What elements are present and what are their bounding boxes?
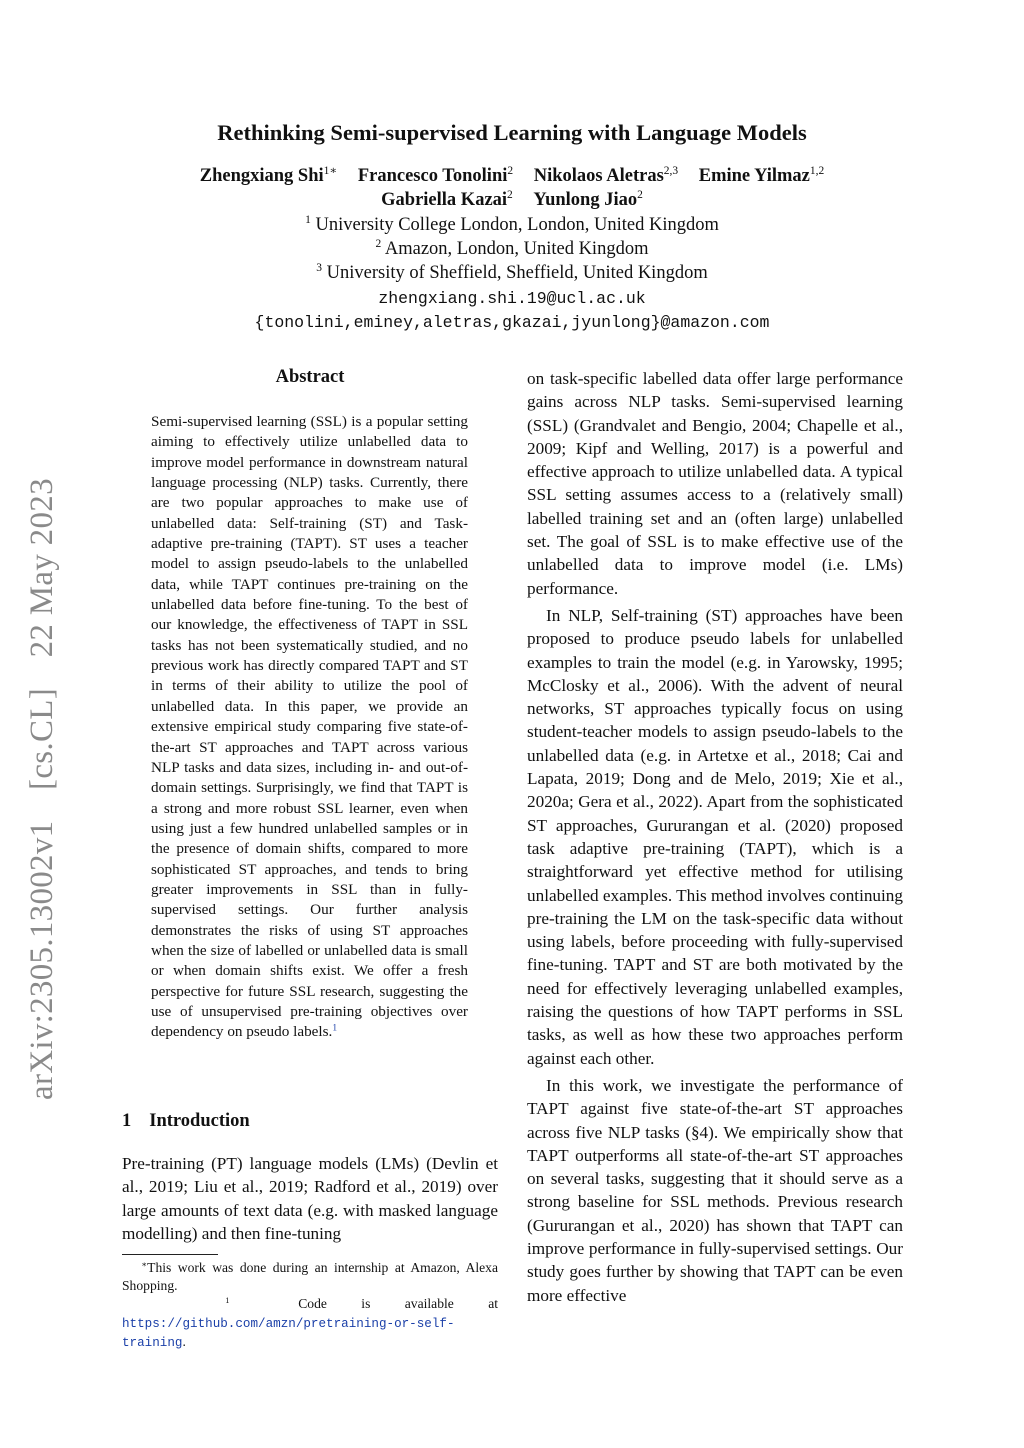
abstract-text: Semi-supervised learning (SSL) is a popular setting aiming to effectively utilize unlabelled data to improve model performance in downstream natural language processing (NLP) tasks. Currently, there are two popular approaches to make use of unlabelled data: Self-training (ST) and Task-adaptive pre-training (TAPT). ST uses a teacher model to assign pseudo-labels to the unlabelled data, while TAPT continues pre-training on the unlabelled data before fine-tuning. To the best of our knowledge, the effectiveness of TAPT in SSL tasks has not been systematically studied, and no previous work has directly compared TAPT and ST in terms of their ability to utilize the pool of unlabelled data. In this paper, we provide an extensive empirical study comparing five state-of-the-art ST approaches and TAPT across various NLP tasks and data sizes, including in- and out-of-domain settings. Surprisingly, we find that TAPT is a strong and more robust SSL learner, even when using just a few hundred unlabelled samples or in the presence of domain shifts, compared to more sophisticated ST approaches, and tends to bring greater improvements in SSL than in fully-supervised settings. Our further analysis demonstrates the risks of using ST approaches when the size of labelled or unlabelled data is small or when domain shifts exist. We offer a fresh perspective for future SSL research, suggesting the use of unsupervised pre-training objectives over dependency on pseudo labels. [151, 413, 468, 1041]
author: Nikolaos Aletras$^{2,3}$ [533, 165, 679, 186]
footnote-ref[interactable]: 1 [332, 1023, 338, 1034]
footnote: ∗This work was done during an internship at Amazon, Alexa Shopping. [122, 1258, 498, 1294]
footnotes [122, 1259, 498, 1352]
code-link[interactable]: https://github.com/amzn/pretraining-or-self-training [122, 1316, 455, 1350]
arxiv-category: [cs.CL] [24, 687, 60, 790]
author-email[interactable]: zhengxiang.shi.19@ucl.ac.uk [378, 289, 646, 308]
section-title: Introduction [149, 1111, 250, 1131]
author-line-2 [0, 190, 1024, 211]
paragraph: on task-specific labelled data offer large performance gains across NLP tasks. Semi-supervised learning (SSL) (Grandvalet and Bengio, 2004; Chapelle et al., 2009; Kipf and Welling, 2017) is a powerful and effective approach to utilize unlabelled data. A typical SSL setting assumes access to a (relatively small) labelled training set and an (often large) unlabelled set. The goal of SSL is to make effective use of the unlabelled data to improve model (i.e. LMs) performance. [527, 369, 903, 598]
author: Yunlong Jiao$^2$ [533, 189, 643, 210]
abstract-body [151, 412, 468, 1043]
paragraph: In NLP, Self-training (ST) approaches have been proposed to produce pseudo labels for unlabelled examples to train the model (e.g. in Yarowsky, 1995; McClosky et al., 2006). With the advent of neural networks, ST approaches typically focus on using student-teacher models to assign pseudo-labels to the unlabelled data (e.g. in Artetxe et al., 2018; Cai and Lapata, 2019; Dong and de Melo, 2019; Xie et al., 2020a; Gera et al., 2022). Apart from the sophisticated ST approaches, Gururangan et al. (2020) proposed task adaptive pre-training (TAPT), which is a straightforward yet effective method for utilising unlabelled examples. This method involves continuing pre-training the LM on the task-specific data without using labels, before proceeding with fully-supervised fine-tuning. TAPT and ST are both motivated by the need for effectively leveraging unlabelled examples, raising the questions of how TAPT performs in SSL tasks, as well as how these two approaches perform against each other. [527, 605, 903, 1068]
abstract-heading: Abstract [275, 367, 345, 387]
author-email[interactable]: {tonolini,eminey,aletras,gkazai,jyunlong}@amazon.com [254, 313, 770, 332]
paper-title: Rethinking Semi-supervised Learning with Language Models [217, 120, 807, 145]
section-number: 1 [122, 1111, 132, 1131]
arxiv-date: 22 May 2023 [24, 478, 60, 658]
section-heading [122, 1111, 250, 1132]
author: Gabriella Kazai$^2$ [381, 189, 513, 210]
paragraph: In this work, we investigate the performance of TAPT against five state-of-the-art ST approaches across five NLP tasks (§4). We empirically show that TAPT outperforms all state-of-the-art ST approaches on several tasks, suggesting that it should serve as a strong baseline for SSL methods. Previous research (Gururangan et al., 2020) has shown that TAPT can improve performance in fully-supervised settings. Our study goes further by showing that TAPT can be even more effective [527, 1075, 903, 1305]
arxiv-id: arXiv:2305.13002v1 [24, 820, 60, 1100]
paragraph: Pre-training (PT) language models (LMs) (Devlin et al., 2019; Liu et al., 2019; Radford et al., 2019) over large amounts of text data (e.g. with masked language modelling) and then fine-tuning [122, 1154, 498, 1244]
affiliation: $^3$ University of Sheffield, Sheffield, United Kingdom [316, 262, 708, 283]
intro-body [122, 1152, 498, 1246]
right-column [527, 367, 903, 1311]
author: Francesco Tonolini$^2$ [357, 165, 514, 186]
footnote-rule [122, 1254, 218, 1255]
footnote: $^1$ Code is available at https://github.com/amzn/pretraining-or-self-training. [122, 1295, 499, 1350]
author: Emine Yilmaz$^{1,2}$ [698, 165, 825, 186]
author: Zhengxiang Shi$^{1∗}$ [199, 165, 338, 186]
affiliation: $^2$ Amazon, London, United Kingdom [375, 238, 649, 259]
author-line-1 [0, 166, 1024, 187]
affiliation: $^1$ University College London, London, United Kingdom [305, 214, 719, 235]
